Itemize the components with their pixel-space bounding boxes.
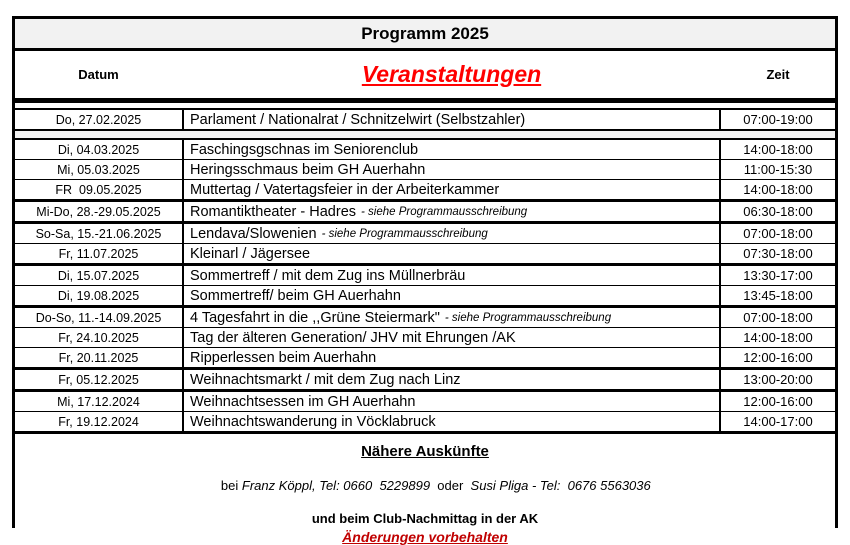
row-event: Sommertreff/ beim GH Auerhahn <box>184 286 721 305</box>
row-date: Fr, 24.10.2025 <box>15 328 184 347</box>
row-time: 14:00-17:00 <box>743 414 813 429</box>
row-event: Faschingsgschnas im Seniorenclub <box>184 140 721 159</box>
footer-changes-note: Änderungen vorbehalten <box>342 529 508 545</box>
row-date: Do, 27.02.2025 <box>15 110 184 129</box>
header-separator <box>15 103 835 110</box>
footer-heading: Nähere Auskünfte <box>361 443 489 460</box>
row-event: Lendava/Slowenien - siehe Programmausschreibung <box>184 224 721 243</box>
table-row <box>15 412 835 434</box>
row-date: Fr, 11.07.2025 <box>15 244 184 263</box>
table-row <box>15 110 835 131</box>
row-date: Di, 15.07.2025 <box>15 266 184 285</box>
row-time: 13:30-17:00 <box>743 268 813 283</box>
row-time: 07:00-18:00 <box>743 226 813 241</box>
contact-person-2: Susi Pliga - Tel: 0676 5563036 <box>470 478 651 493</box>
row-time: 14:00-18:00 <box>743 330 813 345</box>
row-event: Weihnachtsmarkt / mit dem Zug nach Linz <box>184 370 721 389</box>
contact-prefix: bei <box>220 478 242 493</box>
contact-person-1: Franz Köppl, Tel: 0660 5229899 <box>241 478 431 493</box>
column-header-datum: Datum <box>78 67 119 82</box>
program-sheet <box>12 16 838 545</box>
row-time: 07:00-18:00 <box>743 310 813 325</box>
table-row <box>15 180 835 202</box>
row-time: 13:45-18:00 <box>743 288 813 303</box>
row-event: Tag der älteren Generation/ JHV mit Ehrungen /AK <box>184 328 721 347</box>
row-event: Kleinarl / Jägersee <box>184 244 721 263</box>
row-event: Weihnachtswanderung in Vöcklabruck <box>184 412 721 431</box>
row-time: 12:00-16:00 <box>743 350 813 365</box>
row-event-note: - siehe Programmausschreibung <box>321 227 488 240</box>
footer <box>15 434 835 545</box>
table-header <box>15 51 835 103</box>
row-date: Fr, 05.12.2025 <box>15 370 184 389</box>
row-date: Fr, 20.11.2025 <box>15 348 184 367</box>
row-time: 11:00-15:30 <box>743 162 813 177</box>
table-row <box>15 160 835 180</box>
row-date: Di, 04.03.2025 <box>15 140 184 159</box>
table-row <box>15 370 835 392</box>
table-row <box>15 266 835 286</box>
footer-contact-line <box>15 463 835 508</box>
row-time: 13:00-20:00 <box>743 372 813 387</box>
row-date: Do-So, 11.-14.09.2025 <box>15 308 184 327</box>
table-row <box>15 202 835 224</box>
column-header-zeit: Zeit <box>766 67 790 82</box>
row-date: Mi-Do, 28.-29.05.2025 <box>15 202 184 221</box>
table-row <box>15 140 835 160</box>
row-time: 06:30-18:00 <box>743 204 813 219</box>
table-row <box>15 328 835 348</box>
row-event: Ripperlessen beim Auerhahn <box>184 348 721 367</box>
table-row <box>15 308 835 328</box>
row-date: Fr, 19.12.2024 <box>15 412 184 431</box>
column-header-veranstaltungen: Veranstaltungen <box>361 61 542 87</box>
section-gap <box>15 131 835 140</box>
row-event: Sommertreff / mit dem Zug ins Müllnerbräu <box>184 266 721 285</box>
row-event: Heringsschmaus beim GH Auerhahn <box>184 160 721 179</box>
row-date: Mi, 17.12.2024 <box>15 392 184 411</box>
row-event: 4 Tagesfahrt in die ,,Grüne Steiermark" - siehe Programmausschreibung <box>184 308 721 327</box>
row-event-note: - siehe Programmausschreibung <box>444 311 612 324</box>
page-title: Programm 2025 <box>15 19 835 51</box>
row-date: Mi, 05.03.2025 <box>15 160 184 179</box>
row-event: Muttertag / Vatertagsfeier in der Arbeiterkammer <box>184 180 721 199</box>
footer-club-line: und beim Club-Nachmittag in der AK <box>311 511 539 526</box>
contact-connector: oder <box>430 478 471 493</box>
row-date: Di, 19.08.2025 <box>15 286 184 305</box>
row-time: 07:30-18:00 <box>743 246 813 261</box>
row-event-note: - siehe Programmausschreibung <box>361 205 528 218</box>
row-time: 12:00-16:00 <box>743 394 813 409</box>
row-date: FR 09.05.2025 <box>15 180 184 199</box>
row-event: Romantiktheater - Hadres - siehe Programmausschreibung <box>184 202 721 221</box>
event-table <box>15 110 835 434</box>
row-time: 14:00-18:00 <box>743 182 813 197</box>
row-event: Weihnachtsessen im GH Auerhahn <box>184 392 721 411</box>
row-time: 07:00-19:00 <box>743 112 813 127</box>
table-row <box>15 392 835 412</box>
row-date: So-Sa, 15.-21.06.2025 <box>15 224 184 243</box>
table-row <box>15 244 835 266</box>
row-event: Parlament / Nationalrat / Schnitzelwirt (Selbstzahler) <box>184 110 721 129</box>
table-row <box>15 286 835 308</box>
table-row <box>15 348 835 370</box>
table-row <box>15 224 835 244</box>
row-time: 14:00-18:00 <box>743 142 813 157</box>
